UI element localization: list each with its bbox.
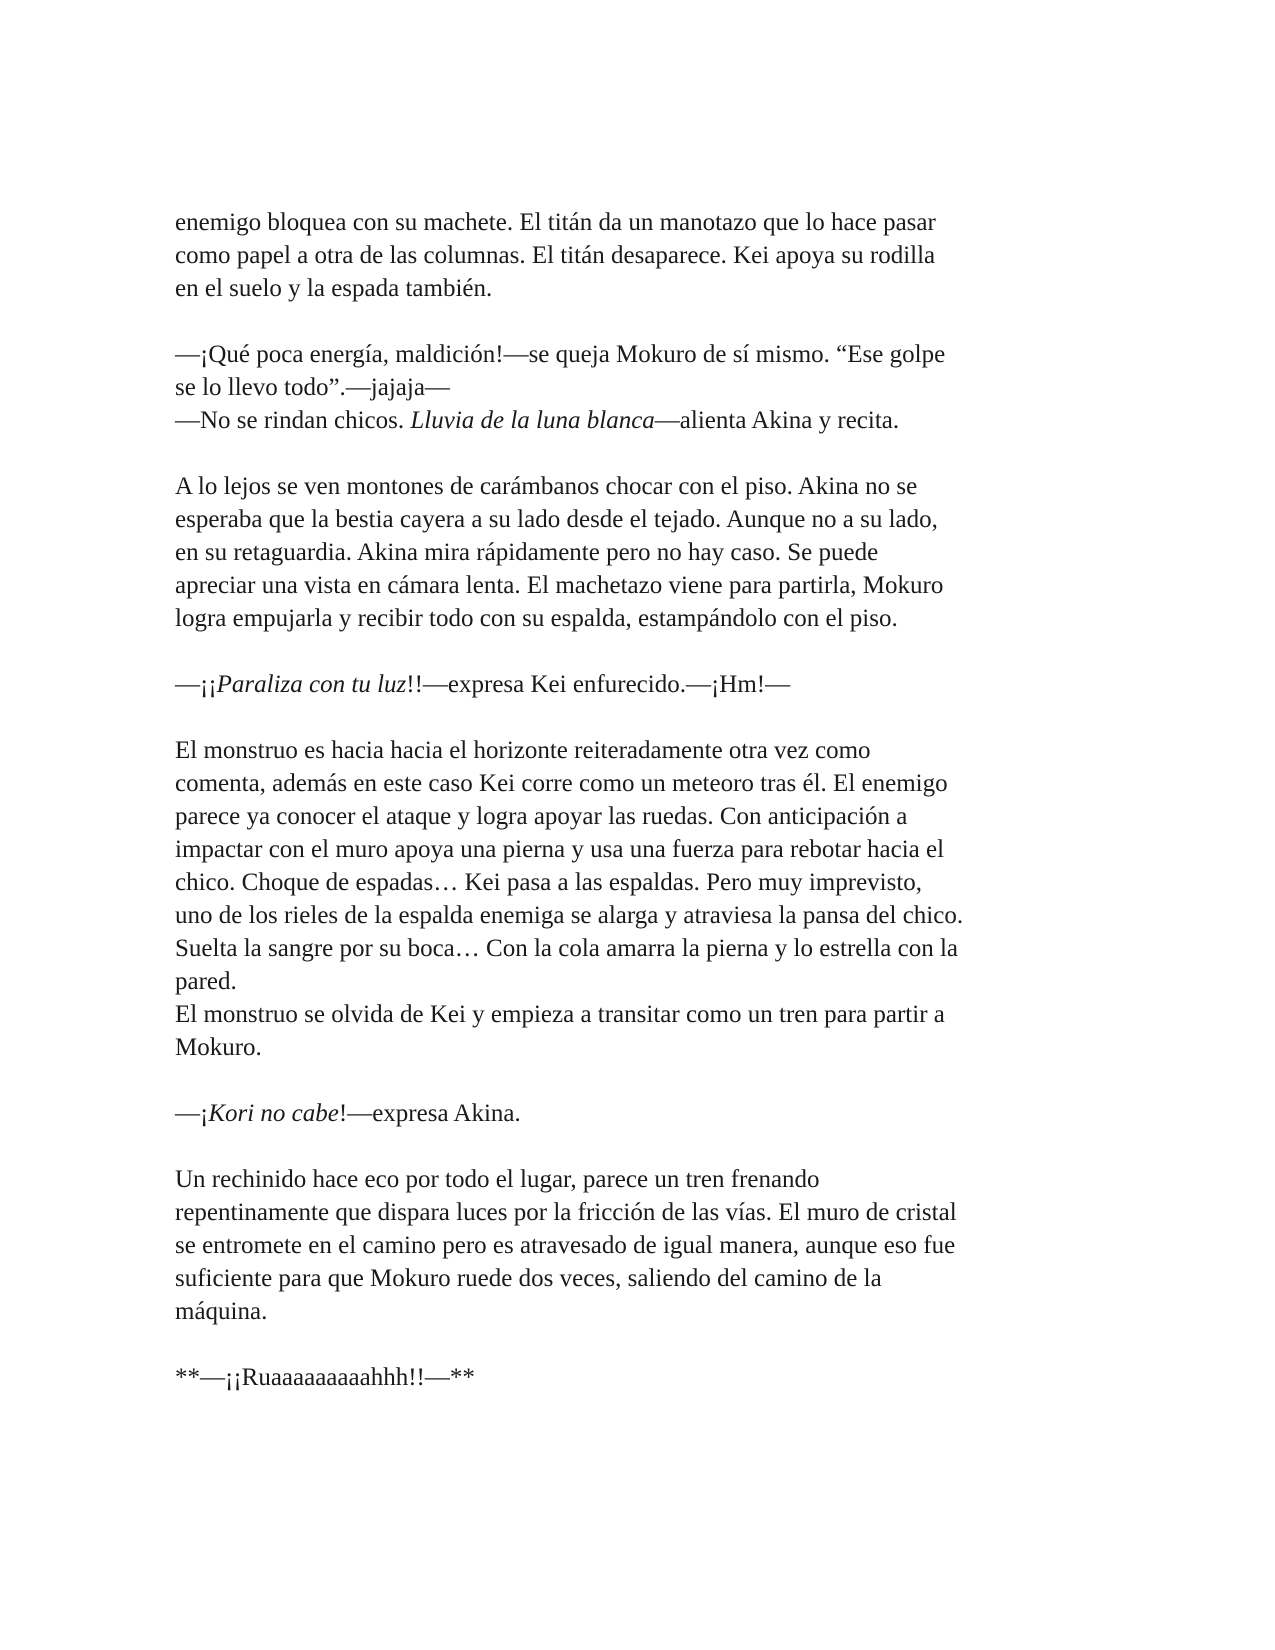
dialogue-text: —alienta Akina y recita. <box>654 407 900 434</box>
dialogue-text: —No se rindan chicos. <box>175 407 411 434</box>
paragraph-icicles <box>175 470 1105 635</box>
text-line: El monstruo se olvida de Kei y empieza a transitar como un tren para partir a <box>175 1001 945 1028</box>
dialogue-text: —¡¡ <box>175 671 217 698</box>
dialogue-text: —¡ <box>175 1100 209 1127</box>
text-line: se entromete en el camino pero es atravesado de igual manera, aunque eso fue <box>175 1232 956 1259</box>
dialogue-mokuro <box>175 338 1105 404</box>
text-line: se lo llevo todo”.—jajaja— <box>175 374 450 401</box>
document-page <box>175 206 1105 1394</box>
paragraph-gap <box>175 1064 1105 1097</box>
text-line: suficiente para que Mokuro ruede dos veces, saliendo del camino de la <box>175 1265 882 1292</box>
paragraph-gap <box>175 1328 1105 1361</box>
dialogue-text: !—expresa Akina. <box>338 1100 521 1127</box>
text-line: comenta, además en este caso Kei corre como un meteoro tras él. El enemigo <box>175 770 948 797</box>
text-line: en el suelo y la espada también. <box>175 275 493 302</box>
paragraph-gap <box>175 305 1105 338</box>
text-line: repentinamente que dispara luces por la fricción de las vías. El muro de cristal <box>175 1199 957 1226</box>
text-line: Suelta la sangre por su boca… Con la cola amarra la pierna y lo estrella con la <box>175 935 959 962</box>
text-line: en su retaguardia. Akina mira rápidamente pero no hay caso. Se puede <box>175 539 879 566</box>
dialogue-roar: **—¡¡Ruaaaaaaaaahhh!!—** <box>175 1364 475 1391</box>
text-line: esperaba que la bestia cayera a su lado desde el tejado. Aunque no a su lado, <box>175 506 938 533</box>
text-line: Un rechinido hace eco por todo el lugar, parece un tren frenando <box>175 1166 820 1193</box>
spell-name: Kori no cabe <box>208 1100 339 1127</box>
spell-name: Lluvia de la luna blanca <box>410 407 655 434</box>
paragraph-gap <box>175 1130 1105 1163</box>
text-line: —¡Qué poca energía, maldición!—se queja Mokuro de sí mismo. “Ese golpe <box>175 341 946 368</box>
text-line: A lo lejos se ven montones de carámbanos chocar con el piso. Akina no se <box>175 473 918 500</box>
paragraph-titan-attack <box>175 206 1105 305</box>
text-line: chico. Choque de espadas… Kei pasa a las espaldas. Pero muy imprevisto, <box>175 869 923 896</box>
dialogue-akina-spell <box>175 1097 1105 1130</box>
text-line: El monstruo es hacia hacia el horizonte reiteradamente otra vez como <box>175 737 871 764</box>
text-line: máquina. <box>175 1298 268 1325</box>
text-line: apreciar una vista en cámara lenta. El machetazo viene para partirla, Mokuro <box>175 572 944 599</box>
spell-name: Paraliza con tu luz <box>216 671 407 698</box>
text-line: Mokuro. <box>175 1034 262 1061</box>
text-line: parece ya conocer el ataque y logra apoyar las ruedas. Con anticipación a <box>175 803 908 830</box>
paragraph-gap <box>175 701 1105 734</box>
paragraph-gap <box>175 635 1105 668</box>
paragraph-screech <box>175 1163 1105 1328</box>
dialogue-kei <box>175 668 1105 701</box>
paragraph-gap <box>175 437 1105 470</box>
dialogue-text: !!—expresa Kei enfurecido.—¡Hm!— <box>406 671 791 698</box>
dialogue-akina-recite <box>175 404 1105 437</box>
text-line: pared. <box>175 968 237 995</box>
text-line: como papel a otra de las columnas. El titán desaparece. Kei apoya su rodilla <box>175 242 936 269</box>
text-line: enemigo bloquea con su machete. El titán da un manotazo que lo hace pasar <box>175 209 936 236</box>
text-line: uno de los rieles de la espalda enemiga se alarga y atraviesa la pansa del chico. <box>175 902 964 929</box>
text-line: logra empujarla y recibir todo con su espalda, estampándolo con el piso. <box>175 605 898 632</box>
paragraph-monster <box>175 734 1105 1064</box>
text-line: impactar con el muro apoya una pierna y usa una fuerza para rebotar hacia el <box>175 836 945 863</box>
